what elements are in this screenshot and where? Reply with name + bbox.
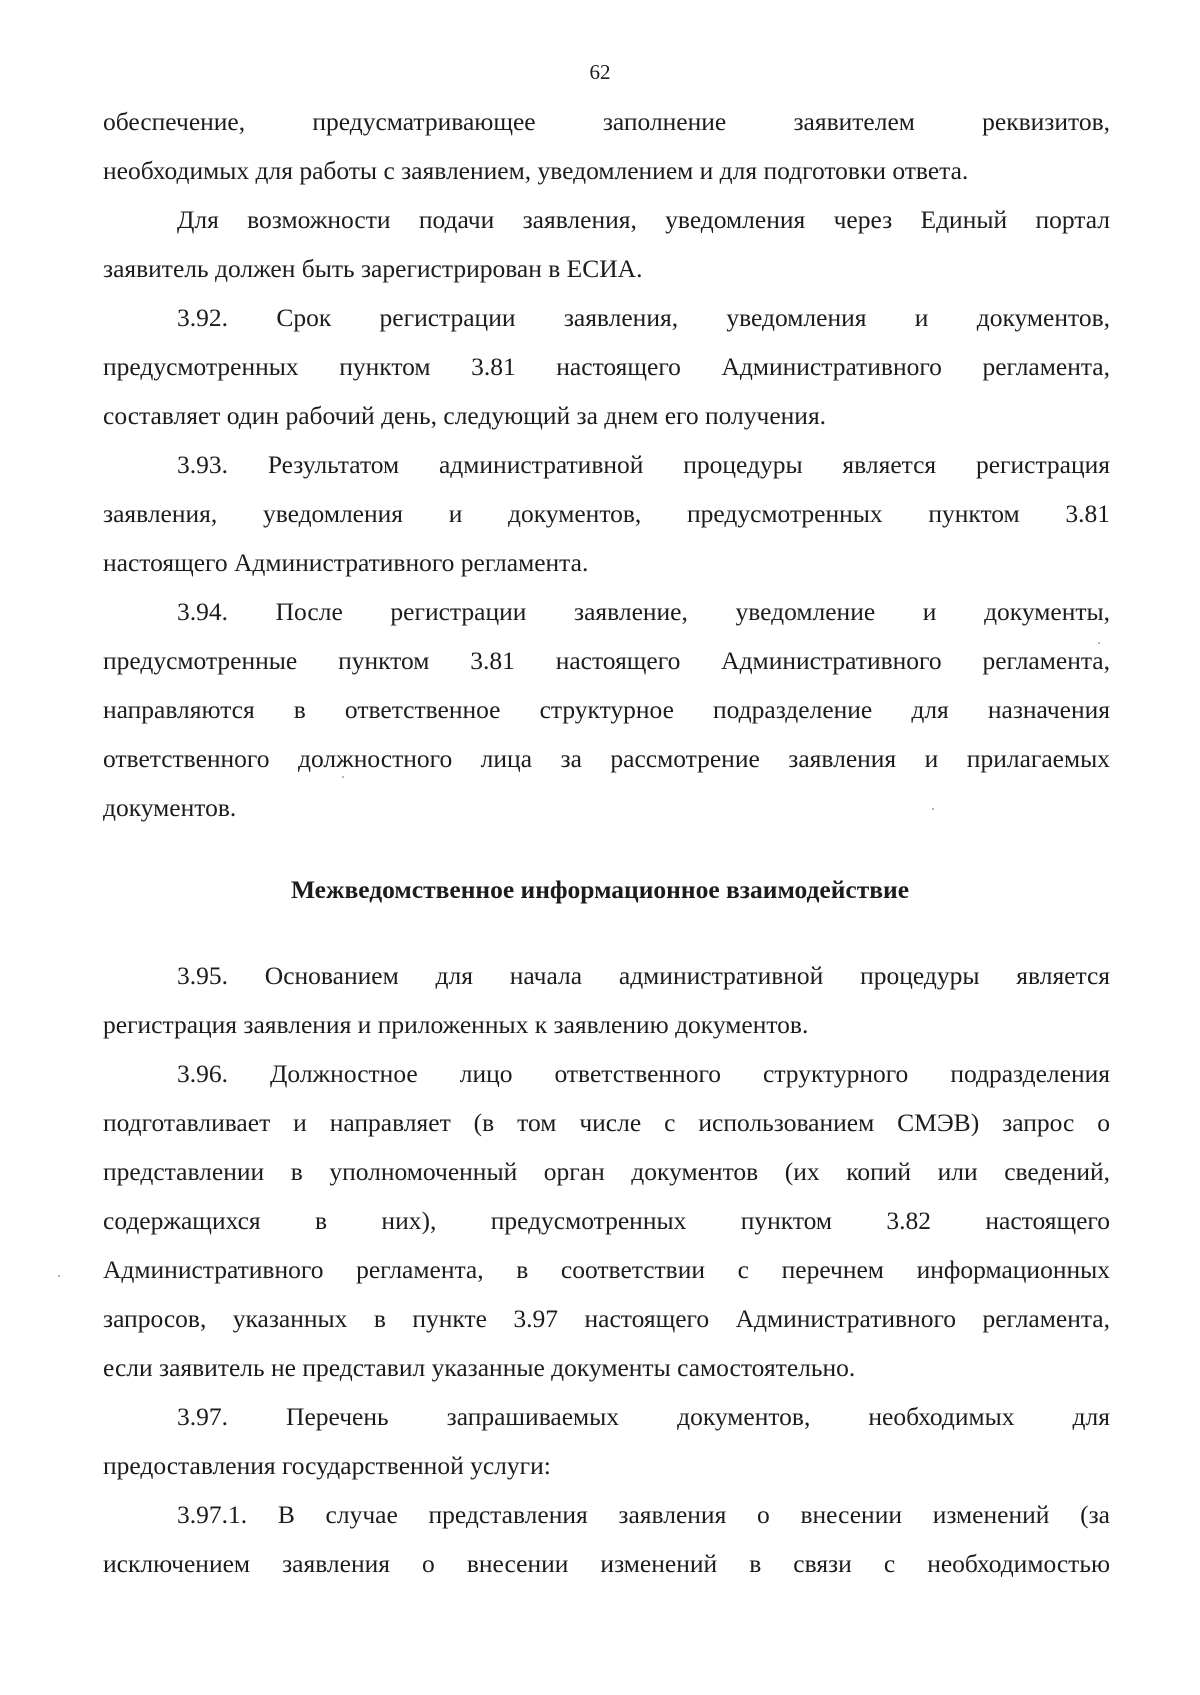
text-line: предоставления государственной услуги:	[103, 1451, 551, 1480]
text-line: исключением заявления о внесении изменений в связи с необходимостью	[103, 1549, 1110, 1578]
text-line: предусмотренные пунктом 3.81 настоящего Административного регламента,	[103, 646, 1110, 675]
text-line: подготавливает и направляет (в том числе с использованием СМЭВ) запрос о	[103, 1108, 1110, 1137]
paragraph-portal: Для возможности подачи заявления, уведомления через Единый портал	[177, 205, 1110, 234]
paragraph-3-92: 3.92. Срок регистрации заявления, уведомления и документов,	[177, 303, 1110, 332]
text-line: составляет один рабочий день, следующий за днем его получения.	[103, 401, 827, 430]
text-line: настоящего Административного регламента.	[103, 548, 589, 577]
text-line: Административного регламента, в соответствии с перечнем информационных	[103, 1255, 1110, 1284]
text-line: ответственного должностного лица за рассмотрение заявления и прилагаемых	[103, 744, 1110, 773]
text-line: регистрация заявления и приложенных к заявлению документов.	[103, 1010, 809, 1039]
scan-speck	[342, 776, 344, 778]
text-line: необходимых для работы с заявлением, уведомлением и для подготовки ответа.	[103, 156, 969, 185]
scan-speck	[58, 1275, 60, 1277]
text-line: заявитель должен быть зарегистрирован в ЕСИА.	[103, 254, 643, 283]
paragraph-3-94: 3.94. После регистрации заявление, уведомление и документы,	[177, 597, 1110, 626]
scan-speck	[1098, 642, 1100, 644]
text-block-registration	[103, 97, 1110, 832]
scan-speck	[932, 808, 934, 810]
paragraph-3-96: 3.96. Должностное лицо ответственного структурного подразделения	[177, 1059, 1110, 1088]
text-block-interaction	[103, 951, 1110, 1588]
text-line: представлении в уполномоченный орган документов (их копий или сведений,	[103, 1157, 1110, 1186]
page-number: 62	[589, 60, 611, 84]
text-line: документов.	[103, 793, 237, 822]
section-heading: Межведомственное информационное взаимодействие	[290, 875, 910, 904]
paragraph-3-95: 3.95. Основанием для начала административной процедуры является	[177, 961, 1110, 990]
text-line: направляются в ответственное структурное подразделение для назначения	[103, 695, 1110, 724]
text-line: обеспечение, предусматривающее заполнение заявителем реквизитов,	[103, 107, 1110, 136]
paragraph-3-97-1: 3.97.1. В случае представления заявления о внесении изменений (за	[177, 1500, 1110, 1529]
text-line: содержащихся в них), предусмотренных пунктом 3.82 настоящего	[103, 1206, 1110, 1235]
paragraph-3-93: 3.93. Результатом административной процедуры является регистрация	[177, 450, 1110, 479]
text-line: предусмотренных пунктом 3.81 настоящего Административного регламента,	[103, 352, 1110, 381]
paragraph-3-97: 3.97. Перечень запрашиваемых документов, необходимых для	[177, 1402, 1110, 1431]
text-line: если заявитель не представил указанные документы самостоятельно.	[103, 1353, 856, 1382]
text-line: запросов, указанных в пункте 3.97 настоящего Административного регламента,	[103, 1304, 1110, 1333]
text-line: заявления, уведомления и документов, предусмотренных пунктом 3.81	[103, 499, 1110, 528]
